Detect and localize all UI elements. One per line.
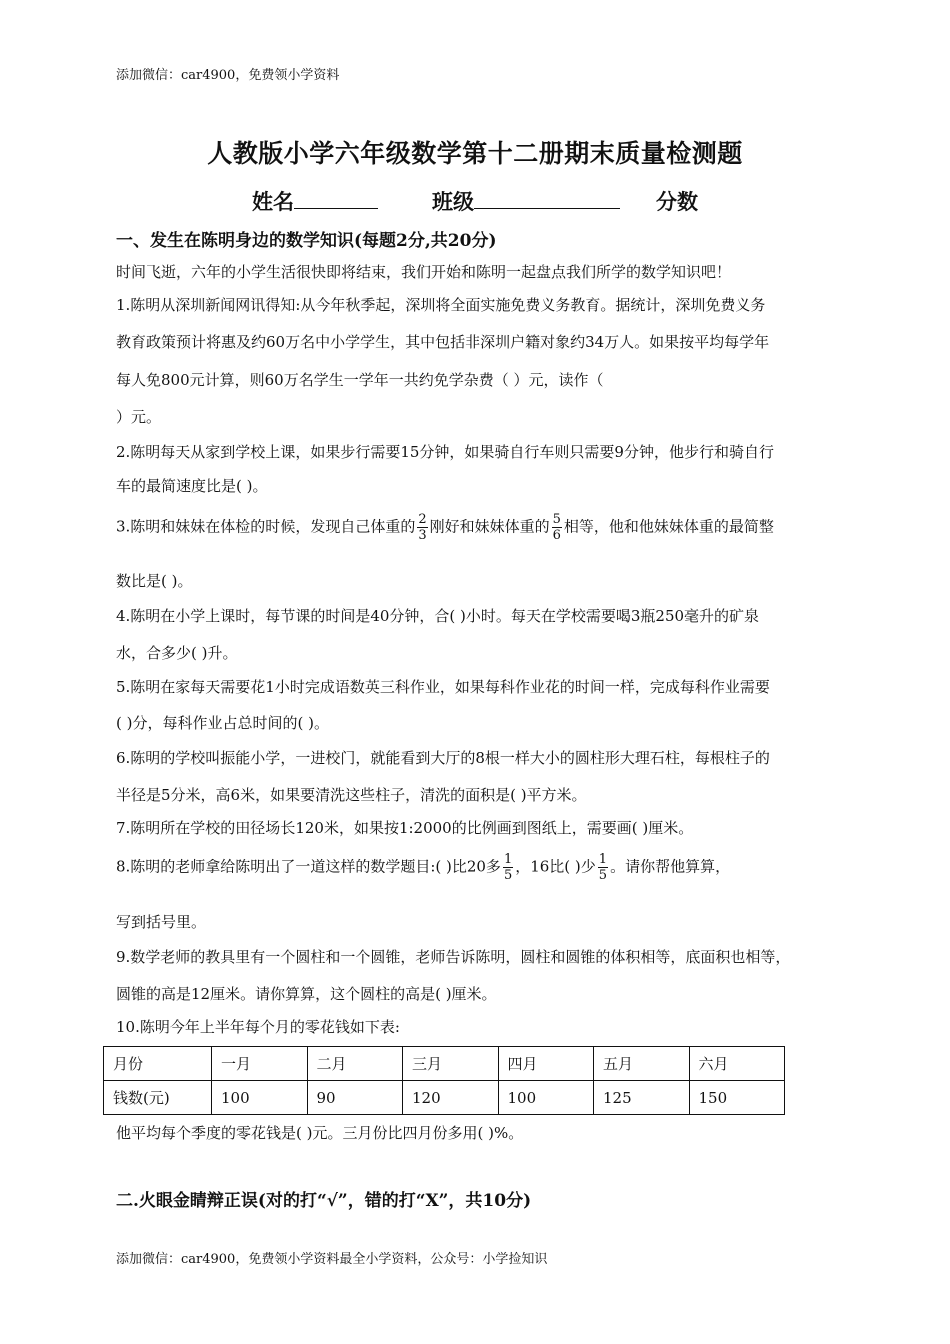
q1-line2: 教育政策预计将惠及约60万名中小学学生，其中包括非深圳户籍对象约34万人。如果按平均每学年 [116,333,770,351]
q7-line: 7.陈明所在学校的田径场长120米，如果按1:2000的比例画到图纸上，需要画( )厘米。 [116,819,694,837]
q8-fraction-1 [503,852,513,883]
name-label: 姓名 [252,189,294,214]
q3-text-part1: 3.陈明和妹妹在体检的时候，发现自己体重的 [116,517,416,536]
q6-line1: 6.陈明的学校叫振能小学，一进校门，就能看到大厅的8根一样大小的圆柱形大理石柱，每根柱子的 [116,749,770,767]
table-cell: 90 [307,1081,403,1115]
table-cell: 100 [212,1081,308,1115]
q8-frac1-num: 1 [503,852,513,867]
table-cell: 五月 [594,1047,690,1081]
q8-text-part1: 8.陈明的老师拿给陈明出了一道这样的数学题目:( )比20多 [116,857,501,876]
table-cell: 钱数(元) [104,1081,212,1115]
page-footer: 添加微信：car4900，免费领小学资料最全小学资料，公众号：小学捡知识 [116,1252,548,1267]
student-class-field [432,186,620,216]
q9-line1: 9.数学老师的教具里有一个圆柱和一个圆锥，老师告诉陈明，圆柱和圆锥的体积相等，底面积也相等， [116,948,791,966]
table-cell: 月份 [104,1047,212,1081]
table-cell: 125 [594,1081,690,1115]
q10-intro: 10.陈明今年上半年每个月的零花钱如下表: [116,1018,400,1036]
section1-heading: 一、发生在陈明身边的数学知识(每题2分,共20分) [116,231,497,251]
table-cell: 四月 [498,1047,594,1081]
class-blank [474,188,620,209]
q2-line2: 车的最简速度比是( )。 [116,477,268,495]
table-cell: 二月 [307,1047,403,1081]
q9-line2: 圆锥的高是12厘米。请你算算，这个圆柱的高是( )厘米。 [116,985,497,1003]
allowance-table [103,1046,785,1115]
q8-text-part3: 。请你帮他算算， [610,857,731,876]
q5-line1: 5.陈明在家每天需要花1小时完成语数英三科作业，如果每科作业花的时间一样，完成每科作业需要 [116,678,770,696]
table-row [104,1081,785,1115]
q2-line1: 2.陈明每天从家到学校上课，如果步行需要15分钟，如果骑自行车则只需要9分钟，他步行和骑自行 [116,443,774,461]
q1-line4: ）元。 [116,408,162,426]
table-cell: 三月 [403,1047,499,1081]
q3-text-part2: 刚好和妹妹体重的 [429,517,550,536]
q10-question: 他平均每个季度的零花钱是( )元。三月份比四月份多用( )%。 [116,1124,524,1142]
q8-fraction-2 [598,852,608,883]
q6-line2: 半径是5分米，高6米，如果要清洗这些柱子，清洗的面积是( )平方米。 [116,786,587,804]
q3-fraction-1 [417,512,427,543]
q8-line1 [116,852,730,883]
student-name-field [252,186,378,216]
section1-intro: 时间飞逝，六年的小学生活很快即将结束，我们开始和陈明一起盘点我们所学的数学知识吧！ [116,263,732,281]
q3-line2: 数比是( )。 [116,572,193,590]
q3-frac1-den: 3 [418,528,427,543]
table-header-row [104,1047,785,1081]
table-cell: 六月 [689,1047,785,1081]
q8-frac2-den: 5 [598,868,608,883]
q8-text-part2: ，16比( )少 [515,857,596,876]
class-label: 班级 [432,189,474,214]
q8-frac1-den: 5 [503,868,513,883]
q1-line3: 每人免800元计算，则60万名学生一学年一共约免学杂费（ ）元，读作（ [116,371,604,389]
page-header: 添加微信：car4900，免费领小学资料 [116,68,340,83]
q4-line1: 4.陈明在小学上课时，每节课的时间是40分钟，合( )小时。每天在学校需要喝3瓶250毫升的矿泉 [116,607,760,625]
q5-line2: ( )分，每科作业占总时间的( )。 [116,714,329,732]
table-cell: 100 [498,1081,594,1115]
table-cell: 一月 [212,1047,308,1081]
q3-frac2-num: 5 [552,512,561,527]
q8-line2: 写到括号里。 [116,913,207,931]
q3-frac2-den: 6 [552,528,561,543]
q3-line1 [116,512,774,543]
q4-line2: 水，合多少( )升。 [116,644,238,662]
table-cell: 150 [689,1081,785,1115]
page-title: 人教版小学六年级数学第十二册期末质量检测题 [207,139,743,168]
q8-frac2-num: 1 [598,852,608,867]
name-blank [294,188,378,209]
q3-fraction-2 [552,512,562,543]
table-cell: 120 [403,1081,499,1115]
q3-frac1-num: 2 [418,512,427,527]
student-score-field [656,186,698,216]
score-label: 分数 [656,189,698,214]
section2-heading: 二.火眼金睛辩正误(对的打“√”，错的打“X”，共10分) [116,1191,532,1211]
q3-text-part3: 相等，他和他妹妹体重的最简整 [563,517,774,536]
q1-line1: 1.陈明从深圳新闻网讯得知:从今年秋季起，深圳将全面实施免费义务教育。据统计，深圳免费义务 [116,296,766,314]
